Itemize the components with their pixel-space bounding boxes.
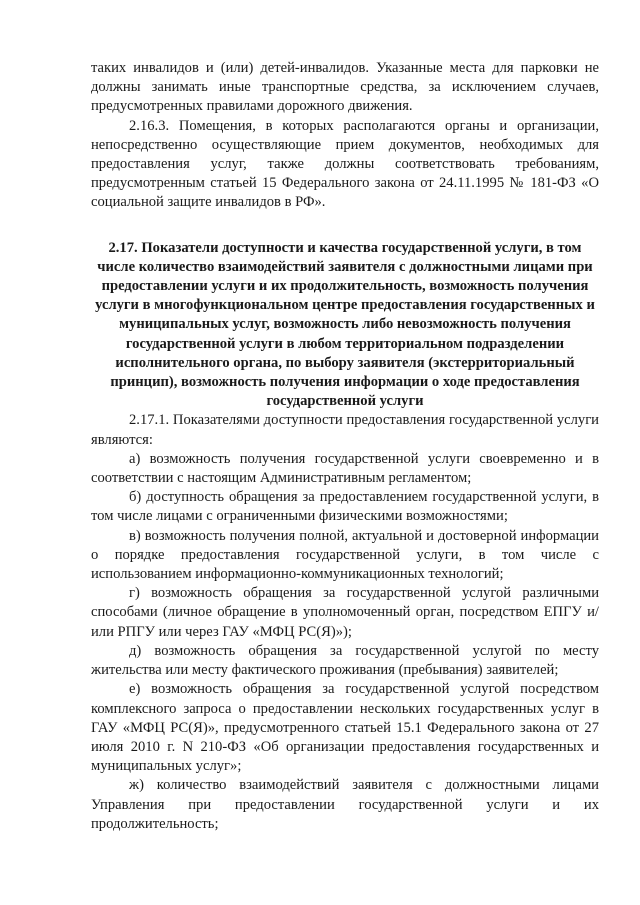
section-heading-2-17: 2.17. Показатели доступности и качества государственной услуги, в том числе количество взаимодействий заявителя с должностными лицами при предоставлении услуги и их продолжительность, возможность получения услуги в многофункциональном центре предоставления государственных и муниципальных услуг, возможность либо невозможность получения государственной услуги в любом территориальном подразделении исполнительного органа, по выбору заявителя (экстерриториальный принцип), возможность получения информации о ходе предоставления государственной услуги [95,239,595,410]
list-item-a: а) возможность получения государственной услуги своевременно и в соответствии с настоящим Административным регламентом; [91,450,599,487]
list-item-b: б) доступность обращения за предоставлением государственной услуги, в том числе лицами с ограниченными физическими возможностями; [91,489,599,525]
document-body [91,59,599,834]
list-item-zh: ж) количество взаимодействий заявителя с должностными лицами Управления при предоставлении государственной услуги и их продолжительность; [91,777,599,832]
paragraph-2-16-3: 2.16.3. Помещения, в которых располагаются органы и организации, непосредственно осуществляющие прием документов, необходимых для предоставления услуг, также должны соответствовать требованиям, предусмотренным статьей 15 Федерального закона от 24.11.1995 № 181-ФЗ «О социальной защите инвалидов в РФ». [91,117,599,211]
intro-paragraph: таких инвалидов и (или) детей-инвалидов. Указанные места для парковки не должны занимать иные транспортные средства, за исключением случаев, предусмотренных правилами дорожного движения. [91,60,599,115]
list-item-v: в) возможность получения полной, актуальной и достоверной информации о порядке предоставления государственной услуги, в том числе с использованием информационно-коммуникационных технологий; [91,527,599,583]
list-item-d: д) возможность обращения за государственной услугой по месту жительства или месту фактического проживания (пребывания) заявителей; [91,642,599,679]
paragraph-2-17-1: 2.17.1. Показателями доступности предоставления государственной услуги являются: [91,412,599,448]
list-item-g: г) возможность обращения за государственной услугой различными способами (личное обращение в уполномоченный орган, посредством ЕПГУ и/или РПГУ или через ГАУ «МФЦ РС(Я)»); [91,585,599,640]
list-item-e: е) возможность обращения за государственной услугой посредством комплексного запроса о предоставлении нескольких государственных услуг в ГАУ «МФЦ РС(Я)», предусмотренного статьей 15.1 Федерального закона от 27 июля 2010 г. N 210-ФЗ «Об организации предоставления государственных и муниципальных услуг»; [91,681,599,775]
